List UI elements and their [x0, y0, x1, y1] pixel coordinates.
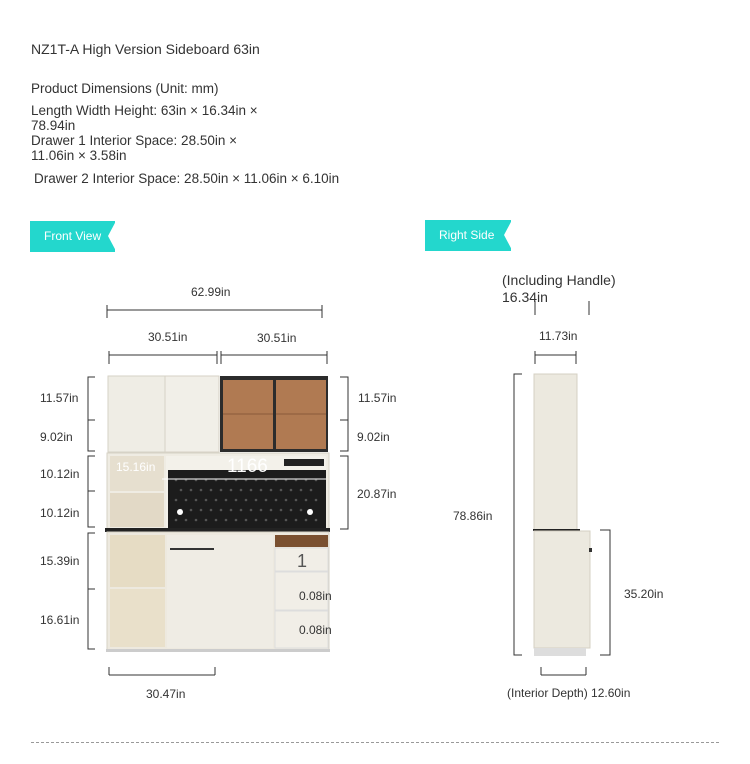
front-inner-label: 15.16in — [116, 460, 156, 474]
spec-drawer1: Drawer 1 Interior Space: 28.50in × — [31, 133, 237, 148]
front-mid-right: 20.87in — [357, 487, 397, 501]
side-height: 78.86in — [453, 509, 493, 523]
divider — [31, 742, 719, 743]
spec-overall-dimensions-cont: 78.94in — [31, 118, 76, 133]
front-cabinet — [105, 376, 330, 652]
front-upper-mid-left: 9.02in — [40, 430, 73, 444]
front-total-width: 62.99in — [191, 285, 231, 299]
side-handle-label: (Including Handle) — [502, 272, 616, 288]
front-lower-bot-left: 16.61in — [40, 613, 80, 627]
front-right-width: 30.51in — [257, 331, 297, 345]
side-view-label: Right Side View — [439, 228, 495, 273]
front-drawer-number: 1 — [297, 551, 308, 571]
front-drawer-b: 0.08in — [299, 623, 332, 637]
front-lower-top-left: 15.39in — [40, 554, 80, 568]
front-mid-bot-left: 10.12in — [40, 506, 80, 520]
spec-drawer2: Drawer 2 Interior Space: 28.50in × 11.06in × 6.10in — [34, 171, 340, 186]
spec-overall-dimensions: Length Width Height: 63in × 16.34in × — [31, 103, 258, 118]
side-lower-height: 35.20in — [624, 587, 664, 601]
side-handle-value: 16.34in — [502, 289, 548, 305]
side-top-width: 11.73in — [539, 329, 578, 343]
front-inner-big-number: 1166 — [227, 456, 268, 477]
front-view-label: Front View — [44, 229, 102, 243]
side-interior-depth: (Interior Depth) 12.60in — [507, 686, 631, 700]
front-bottom-width: 30.47in — [146, 687, 186, 701]
front-upper-mid-right: 9.02in — [357, 430, 390, 444]
front-drawer-a: 0.08in — [299, 589, 332, 603]
front-left-width: 30.51in — [148, 330, 188, 344]
side-cabinet — [533, 374, 592, 656]
front-mid-top-left: 10.12in — [40, 467, 80, 481]
front-upper-top-right: 11.57in — [358, 391, 397, 405]
spec-heading: Product Dimensions (Unit: mm) — [31, 81, 219, 96]
product-title: NZ1T-A High Version Sideboard 63in — [31, 41, 260, 57]
spec-drawer1-cont: 11.06in × 3.58in — [31, 148, 127, 163]
front-upper-top-left: 11.57in — [40, 391, 79, 405]
